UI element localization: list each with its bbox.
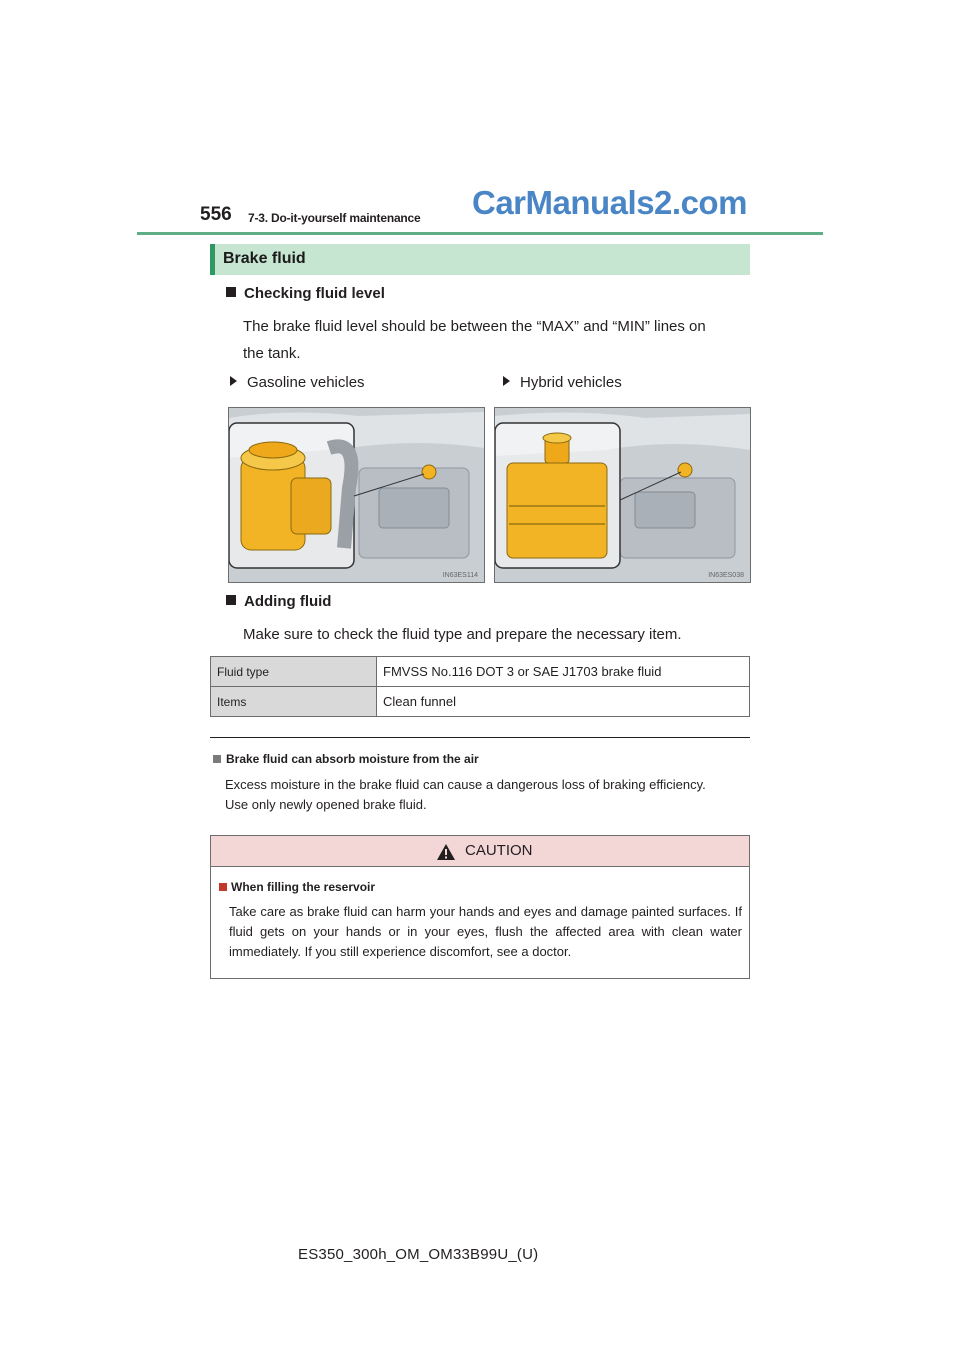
warning-triangle-icon xyxy=(436,843,456,861)
section-header-title: Brake fluid xyxy=(223,250,306,267)
gasoline-vehicles-label: Gasoline vehicles xyxy=(230,374,365,391)
section-divider xyxy=(210,737,750,738)
hybrid-vehicles-label: Hybrid vehicles xyxy=(503,374,622,391)
table-row xyxy=(211,687,750,717)
triangle-bullet-icon xyxy=(230,376,237,386)
header-rule xyxy=(137,232,823,235)
gasoline-reservoir-illustration xyxy=(228,407,485,583)
table-value: FMVSS No.116 DOT 3 or SAE J1703 brake fluid xyxy=(377,657,750,687)
chapter-title: 7-3. Do-it-yourself maintenance xyxy=(248,211,421,225)
caution-box xyxy=(210,835,750,979)
document-code-footer: ES350_300h_OM_OM33B99U_(U) xyxy=(298,1246,539,1263)
gasoline-image-code: IN63ES114 xyxy=(442,572,478,579)
square-bullet-icon xyxy=(226,595,236,605)
adding-fluid-heading: Adding fluid xyxy=(226,593,331,610)
section-header-accent-bar xyxy=(210,244,215,275)
caution-header xyxy=(211,836,749,867)
triangle-bullet-icon xyxy=(503,376,510,386)
note-text: Excess moisture in the brake fluid can cause a dangerous loss of braking efficiency. Use only newly opened brake fluid. xyxy=(225,777,706,812)
fluid-spec-table xyxy=(210,656,750,717)
hybrid-image-code: IN63ES038 xyxy=(708,572,744,579)
table-row xyxy=(211,657,750,687)
page-number: 556 xyxy=(200,204,232,225)
caution-label: CAUTION xyxy=(465,842,533,859)
checking-fluid-text: The brake fluid level should be between the “MAX” and “MIN” lines on the tank. xyxy=(243,318,706,362)
checking-fluid-heading: Checking fluid level xyxy=(226,285,385,302)
note-heading: Brake fluid can absorb moisture from the air xyxy=(213,752,479,766)
square-bullet-icon xyxy=(219,883,227,891)
hybrid-reservoir-illustration xyxy=(494,407,751,583)
square-bullet-icon xyxy=(226,287,236,297)
square-bullet-icon xyxy=(213,755,221,763)
watermark-logo: CarManuals2.com xyxy=(472,184,747,221)
section-header-brake-fluid xyxy=(210,244,750,275)
caution-item-heading: When filling the reservoir xyxy=(219,880,375,894)
table-value: Clean funnel xyxy=(377,687,750,717)
table-key: Fluid type xyxy=(211,657,377,687)
adding-fluid-text: Make sure to check the fluid type and prepare the necessary item. xyxy=(243,626,682,643)
caution-item-text: Take care as brake fluid can harm your hands and eyes and damage painted surfaces. If fluid gets on your hands or in your eyes, flush the affected area with clean water immediately. If you still experience discomfort, see a doctor. xyxy=(229,904,742,959)
table-key: Items xyxy=(211,687,377,717)
